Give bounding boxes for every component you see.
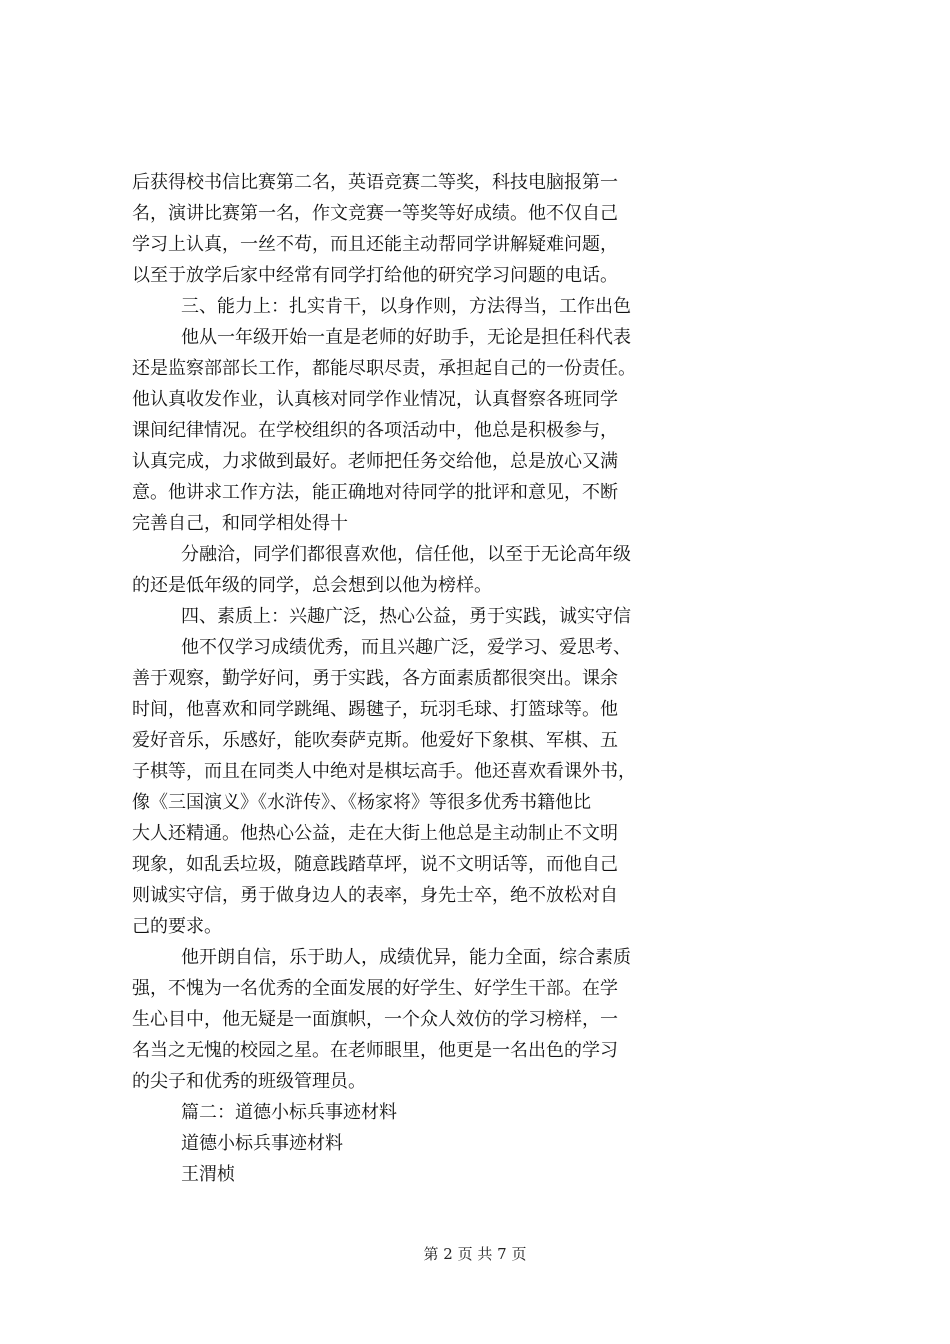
text-line: 大人还精通。他热心公益，走在大街上他总是主动制止不文明 xyxy=(132,823,618,844)
text-line: 道德小标兵事迹材料 xyxy=(181,1133,343,1154)
text-line: 时间，他喜欢和同学跳绳、踢毽子，玩羽毛球、打篮球等。他 xyxy=(132,699,618,720)
text-line: 篇二：道德小标兵事迹材料 xyxy=(181,1102,397,1123)
text-line: 以至于放学后家中经常有同学打给他的研究学习问题的电话。 xyxy=(132,265,618,286)
text-line: 的尖子和优秀的班级管理员。 xyxy=(132,1071,366,1092)
text-line: 后获得校书信比赛第二名，英语竞赛二等奖，科技电脑报第一 xyxy=(132,172,618,193)
text-line: 生心目中，他无疑是一面旗帜，一个众人效仿的学习榜样，一 xyxy=(132,1009,618,1030)
text-line: 爱好音乐，乐感好，能吹奏萨克斯。他爱好下象棋、军棋、五 xyxy=(132,730,618,751)
text-line: 他不仅学习成绩优秀，而且兴趣广泛，爱学习、爱思考、 xyxy=(181,637,631,658)
text-line: 他认真收发作业，认真核对同学作业情况，认真督察各班同学 xyxy=(132,389,618,410)
page-footer: 第 2 页 共 7 页 xyxy=(423,1245,527,1263)
text-line: 名当之无愧的校园之星。在老师眼里，他更是一名出色的学习 xyxy=(132,1040,618,1061)
document-body xyxy=(132,167,852,1190)
text-line: 像《三国演义》《水浒传》、《杨家将》等很多优秀书籍他比 xyxy=(132,792,591,813)
text-line: 王渭桢 xyxy=(181,1164,235,1185)
text-line: 意。他讲求工作方法，能正确地对待同学的批评和意见，不断 xyxy=(132,482,618,503)
text-line: 认真完成，力求做到最好。老师把任务交给他，总是放心又满 xyxy=(132,451,618,472)
text-line: 课间纪律情况。在学校组织的各项活动中，他总是积极参与， xyxy=(132,420,618,441)
text-line: 名，演讲比赛第一名，作文竞赛一等奖等好成绩。他不仅自己 xyxy=(132,203,618,224)
text-line: 的还是低年级的同学，总会想到以他为榜样。 xyxy=(132,575,492,596)
text-line: 子棋等，而且在同类人中绝对是棋坛高手。他还喜欢看课外书， xyxy=(132,761,636,782)
text-line: 分融洽，同学们都很喜欢他，信任他，以至于无论高年级 xyxy=(181,544,631,565)
text-line: 他开朗自信，乐于助人，成绩优异，能力全面，综合素质 xyxy=(181,947,631,968)
text-line: 现象，如乱丢垃圾，随意践踏草坪，说不文明话等，而他自己 xyxy=(132,854,618,875)
text-line: 还是监察部部长工作，都能尽职尽责，承担起自己的一份责任。 xyxy=(132,358,636,379)
text-line: 学习上认真，一丝不苟，而且还能主动帮同学讲解疑难问题， xyxy=(132,234,618,255)
text-line: 三、能力上：扎实肯干，以身作则，方法得当，工作出色 xyxy=(181,296,631,317)
text-line: 善于观察，勤学好问，勇于实践，各方面素质都很突出。课余 xyxy=(132,668,618,689)
text-line: 四、素质上：兴趣广泛，热心公益，勇于实践，诚实守信 xyxy=(181,606,631,627)
text-line: 强，不愧为一名优秀的全面发展的好学生、好学生干部。在学 xyxy=(132,978,618,999)
text-line: 则诚实守信，勇于做身边人的表率，身先士卒，绝不放松对自 xyxy=(132,885,618,906)
text-line: 他从一年级开始一直是老师的好助手，无论是担任科代表 xyxy=(181,327,631,348)
text-line: 己的要求。 xyxy=(132,916,222,937)
text-line: 完善自己，和同学相处得十 xyxy=(132,513,348,534)
